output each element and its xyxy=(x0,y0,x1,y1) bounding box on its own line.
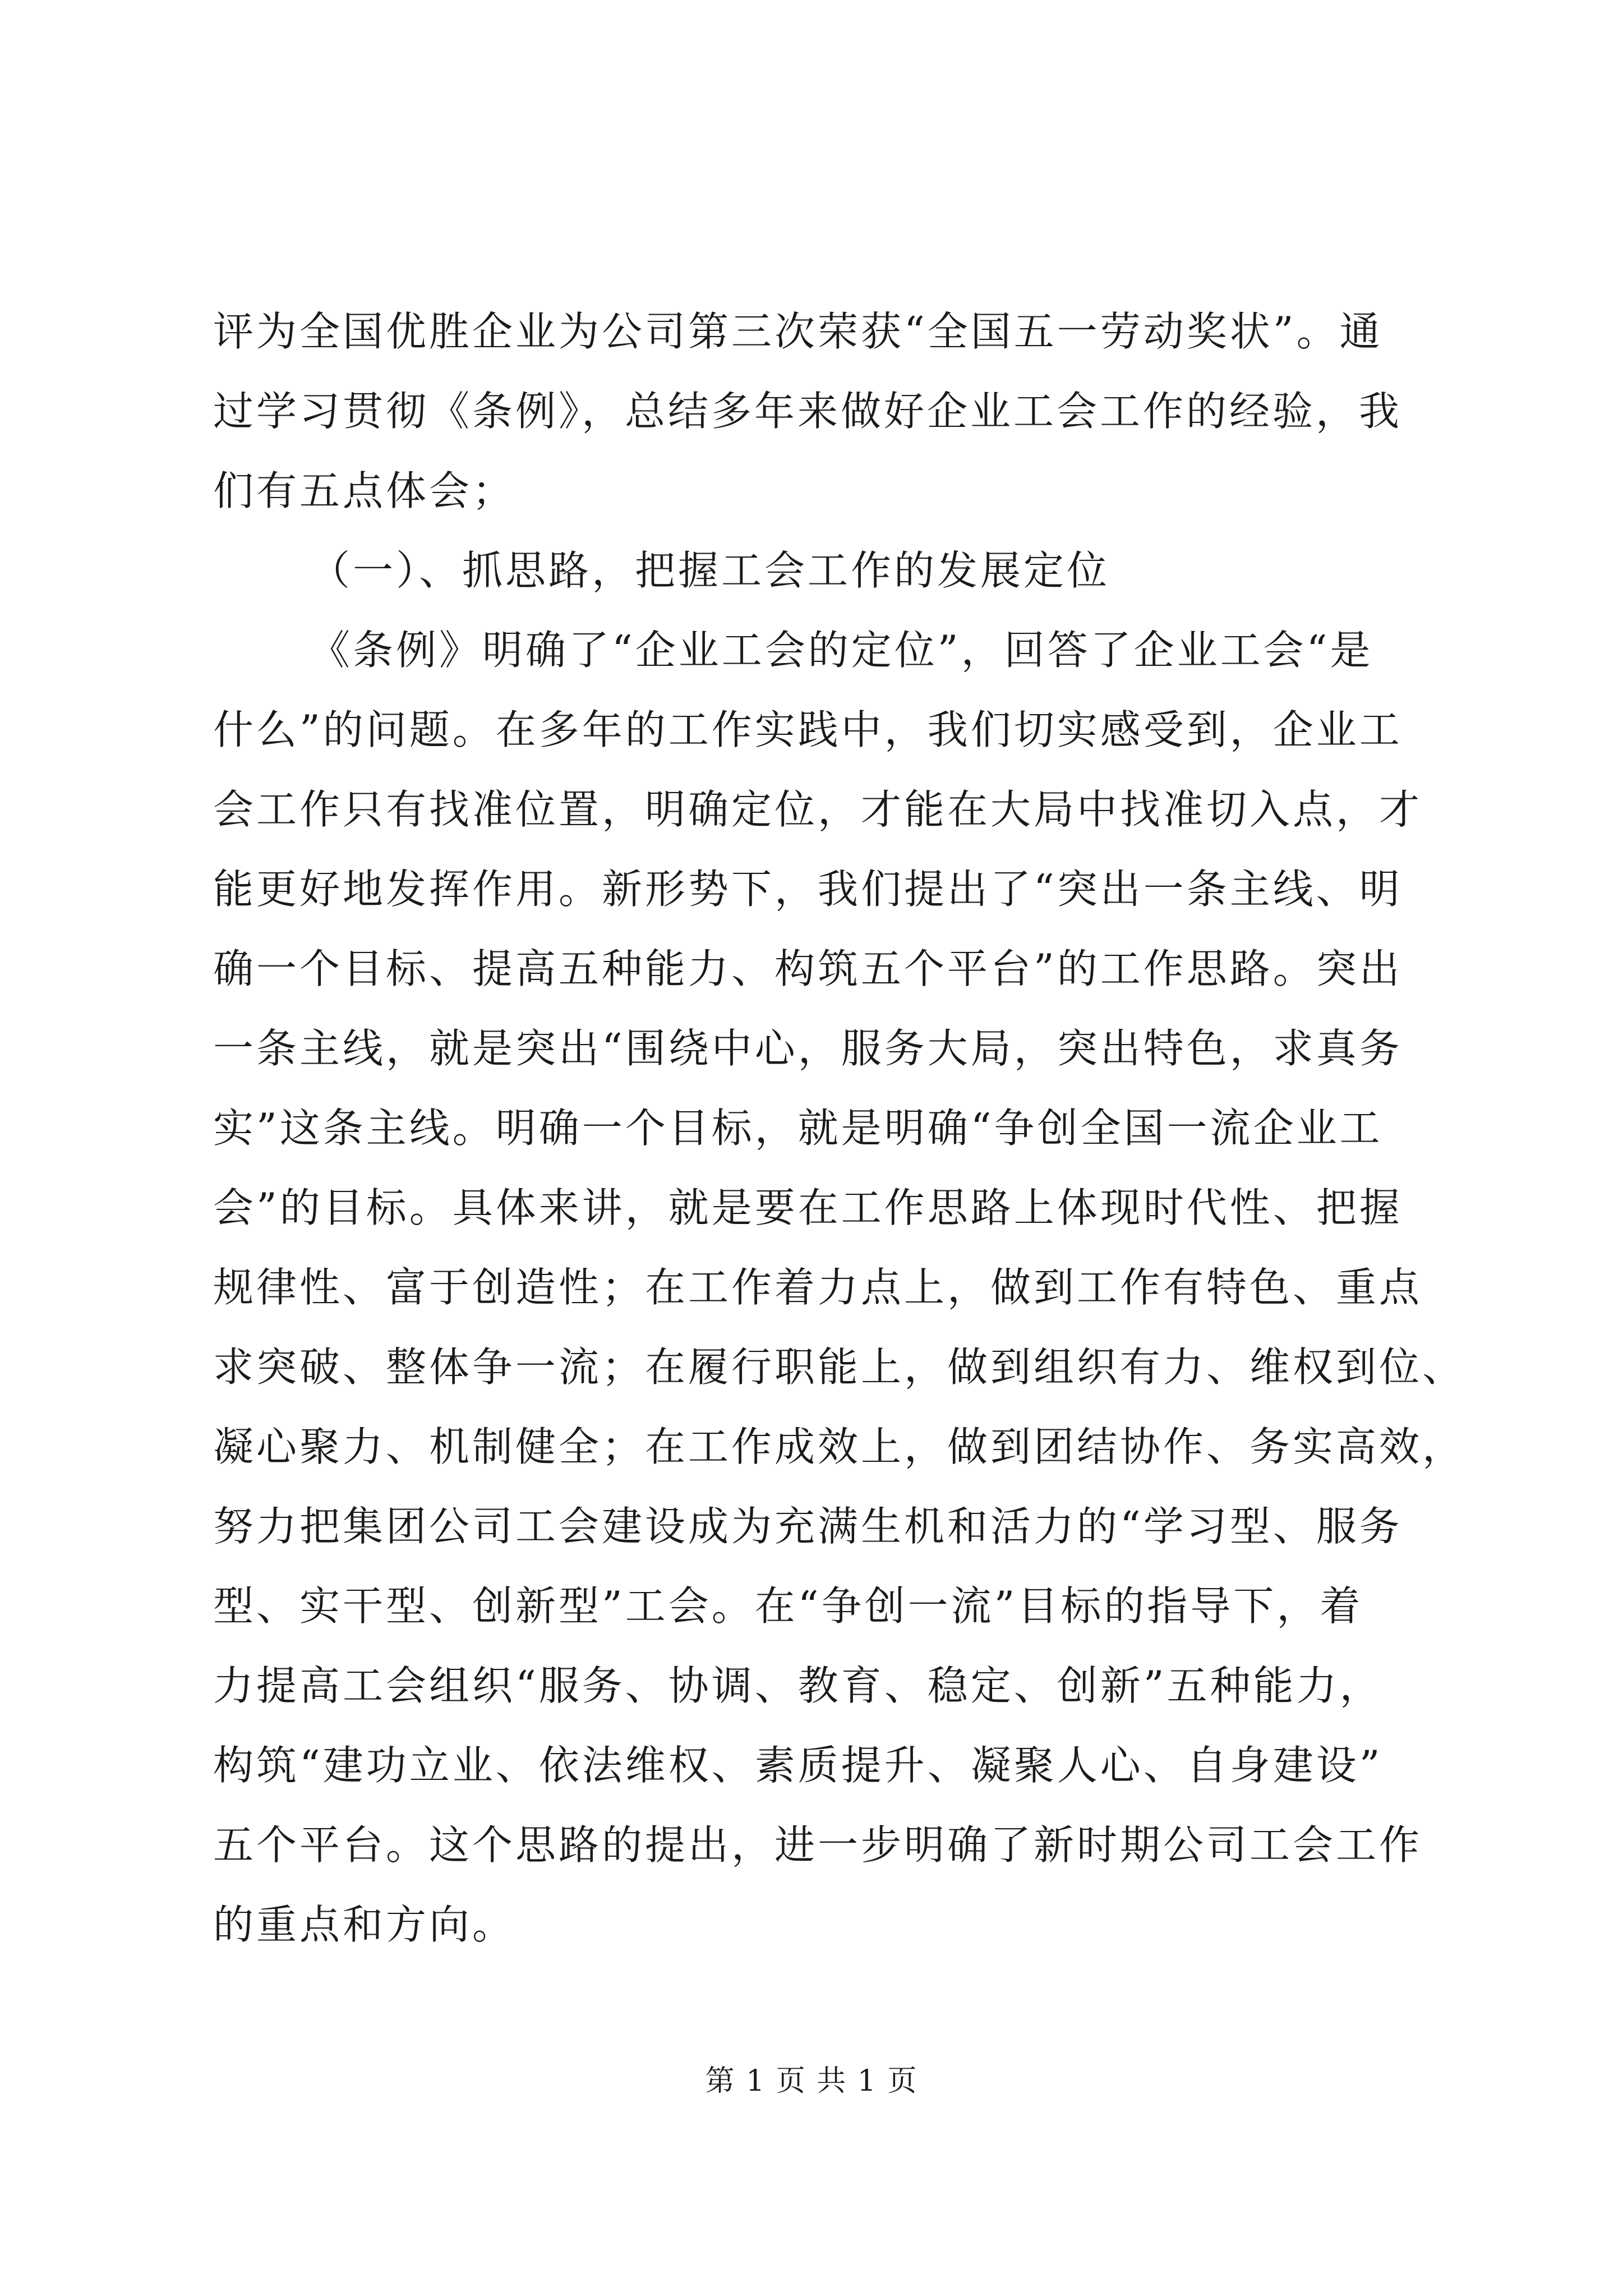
intro-line: 过学习贯彻《条例》，总结多年来做好企业工会工作的经验，我 xyxy=(213,388,1403,435)
body-line: 《条例》明确了“企业工会的定位”，回答了企业工会“是 xyxy=(310,627,1373,674)
body-line: 凝心聚力、机制健全；在工作成效上，做到团结协作、务实高效， xyxy=(213,1423,1466,1470)
body-line: 求突破、整体争一流；在履行职能上，做到组织有力、维权到位、 xyxy=(213,1343,1466,1391)
body-line: 规律性、富于创造性；在工作着力点上，做到工作有特色、重点 xyxy=(213,1264,1423,1311)
body-line: 会工作只有找准位置，明确定位，才能在大局中找准切入点，才 xyxy=(213,786,1423,833)
body-line: 实”这条主线。明确一个目标，就是明确“争创全国一流企业工 xyxy=(213,1105,1383,1152)
body-line: 努力把集团公司工会建设成为充满生机和活力的“学习型、服务 xyxy=(213,1503,1403,1550)
body-line: 五个平台。这个思路的提出，进一步明确了新时期公司工会工作 xyxy=(213,1821,1423,1869)
section-heading: （一）、抓思路，把握工会工作的发展定位 xyxy=(310,547,1110,594)
body-line: 会”的目标。具体来讲，就是要在工作思路上体现时代性、把握 xyxy=(213,1184,1403,1231)
body-line: 一条主线，就是突出“围绕中心，服务大局，突出特色，求真务 xyxy=(213,1025,1403,1072)
body-line: 什么”的问题。在多年的工作实践中，我们切实感受到，企业工 xyxy=(213,706,1403,753)
body-line: 能更好地发挥作用。新形势下，我们提出了“突出一条主线、明 xyxy=(213,866,1403,913)
body-line: 型、实干型、创新型”工会。在“争创一流”目标的指导下，着 xyxy=(213,1582,1363,1630)
intro-line: 们有五点体会； xyxy=(213,467,516,514)
page-footer: 第 1 页 共 1 页 xyxy=(705,2064,918,2098)
body-line: 构筑“建功立业、依法维权、素质提升、凝聚人心、自身建设” xyxy=(213,1742,1383,1789)
body-line: 的重点和方向。 xyxy=(213,1901,516,1948)
body-line: 确一个目标、提高五种能力、构筑五个平台”的工作思路。突出 xyxy=(213,945,1403,992)
intro-line: 评为全国优胜企业为公司第三次荣获“全国五一劳动奖状”。通 xyxy=(213,308,1383,355)
body-line: 力提高工会组织“服务、协调、教育、稳定、创新”五种能力， xyxy=(213,1662,1383,1709)
document-body xyxy=(213,292,1466,1964)
